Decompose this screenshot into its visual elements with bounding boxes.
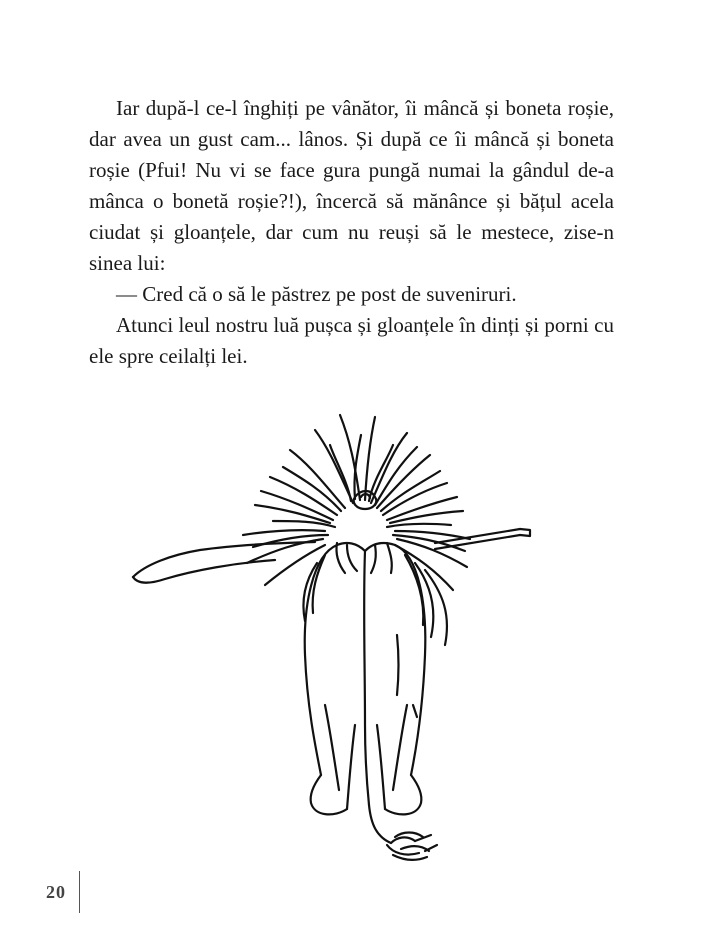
lion-body-icon	[305, 543, 426, 814]
page-footer	[46, 870, 80, 914]
paragraph-3: Atunci leul nostru luă pușca și gloanțele în dinți și porni cu ele spre ceilalți lei.	[89, 313, 614, 368]
page-number-divider	[79, 871, 80, 913]
tail-icon	[369, 805, 437, 860]
page-number: 20	[46, 881, 66, 902]
paragraph-1: Iar după-l ce-l înghiți pe vânător, îi mâncă și boneta roșie, dar avea un gust cam... lânos. Și după ce îi mâncă și boneta roșie (Pfui! Nu vi se face gura pungă numai la gândul de-a mânca o bonetă roșie?!), încercă să mănânce și bățul acela ciudat și gloanțele, dar cum nu reuși să le mestece, zise-n sinea lui:	[89, 96, 614, 275]
rifle-icon	[133, 529, 530, 583]
paragraph-2-dialogue: — Cred că o să le păstrez pe post de suveniruri.	[116, 282, 517, 306]
story-text	[89, 93, 614, 372]
mane-icon	[243, 415, 470, 645]
lion-back-illustration-icon	[125, 405, 545, 875]
